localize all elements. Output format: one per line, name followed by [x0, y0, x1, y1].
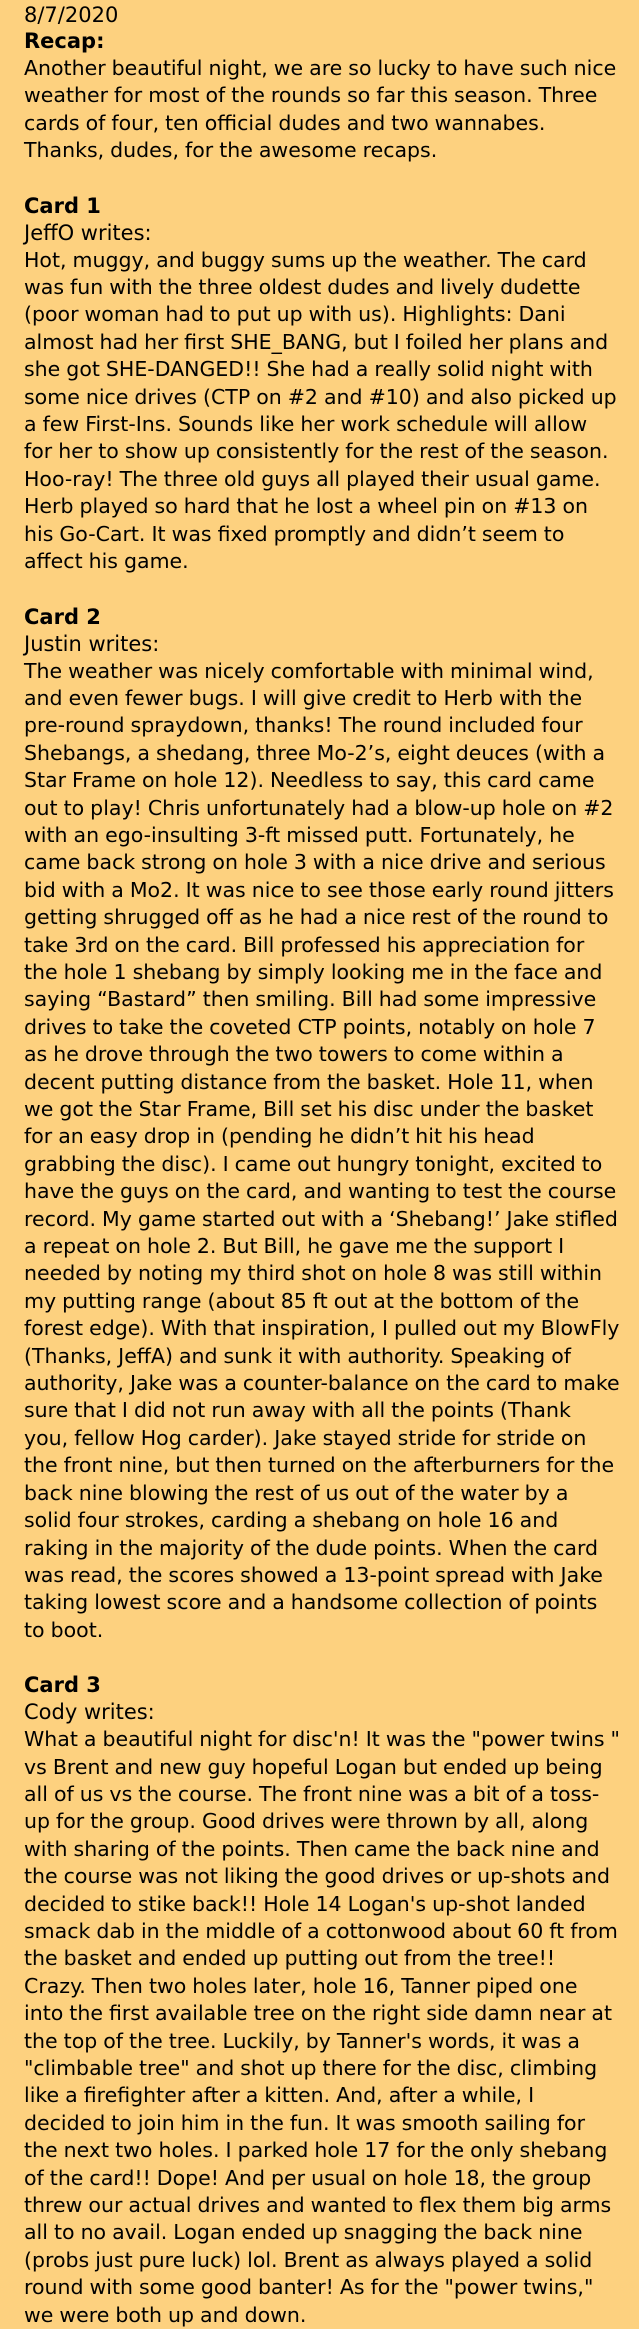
- card-1-writer: JeffO writes:: [24, 220, 152, 245]
- card-3-writer: Cody writes:: [24, 1700, 155, 1725]
- card-3-text: What a beautiful night for disc'n! It was the "power twins " vs Brent and new guy hopeful Logan but ended up being all of us vs the course. The front nine was a bit of a toss-up for the group. Good drives were thrown by all, along with sharing of the points. Then came the back nine and the course was not liking the good drives or up-shots and decided to stike back!! Hole 14 Logan's up-shot landed smack dab in the middle of a cottonwood about 60 ft from the basket and ended up putting out from the tree!! Crazy. Then two holes later, hole 16, Tanner piped one into the first available tree on the right side damn near at the top of the tree. Luckily, by Tanner's words, it was a "climbable tree" and shot up there for the disc, climbing like a firefighter after a kitten. And, after a while, I decided to join him in the fun. It was smooth sailing for the next two holes. I parked hole 17 for the only shebang of the card!! Dope! And per usual on hole 18, the group threw our actual drives and wanted to flex them big arms all to no avail. Logan ended up snagging the back nine (probs just pure luck) lol. Brent as always played a solid round with some good banter! As for the "power twins," we were both up and down.: [24, 1727, 620, 2327]
- card-2-section: [24, 604, 621, 1645]
- section-spacer: [24, 1644, 621, 1672]
- card-2-text: The weather was nicely comfortable with minimal wind, and even fewer bugs. I will give credit to Herb with the pre-round spraydown, thanks! The round included four Shebangs, a shedang, three Mo-2’s, eight deuces (with a Star Frame on hole 12). Needless to say, this card came out to play! Chris unfortunately had a blow-up hole on #2 with an ego-insulting 3-ft missed putt. Fortunately, he came back strong on hole 3 with a nice drive and serious bid with a Mo2. It was nice to see those early round jitters getting shrugged off as he had a nice rest of the round to take 3rd on the card. Bill professed his appreciation for the hole 1 shebang by simply looking me in the face and saying “Bastard” then smiling. Bill had some impressive drives to take the coveted CTP points, notably on hole 7 as he drove through the two towers to come within a decent putting distance from the basket. Hole 11, when we got the Star Frame, Bill set his disc under the basket for an easy drop in (pending he didn’t hit his head grabbing the disc). I came out hungry tonight, excited to have the guys on the card, and wanting to test the course record. My game started out with a ‘Shebang!’ Jake stifled a repeat on hole 2. But Bill, he gave me the support I needed by noting my third shot on hole 8 was still within my putting range (about 85 ft out at the bottom of the forest edge). With that inspiration, I pulled out my BlowFly (Thanks, JeffA) and sunk it with authority. Speaking of authority, Jake was a counter-balance on the card to make sure that I did not run away with all the points (Thank you, fellow Hog carder). Jake stayed stride for stride on the front nine, but then turned on the afterburners for the back nine blowing the rest of us out of the water by a solid four strokes, carding a shebang on hole 16 and raking in the majority of the dude points. When the card was read, the scores showed a 13-point spread with Jake taking lowest score and a handsome collection of points to boot.: [24, 658, 620, 1642]
- card-2-heading: Card 2: [24, 604, 101, 629]
- card-1-section: [24, 193, 621, 576]
- section-spacer: [24, 576, 621, 604]
- recap-text: Another beautiful night, we are so lucky to have such nice weather for most of the rounds so far this season. Three cards of four, ten official dudes and two wannabes. Thanks, dudes, for the awesome recaps.: [24, 56, 617, 163]
- recap-heading: Recap:: [24, 29, 105, 53]
- recap-date: 8/7/2020: [24, 3, 119, 27]
- section-spacer: [24, 165, 621, 193]
- card-1-text: Hot, muggy, and buggy sums up the weather. The card was fun with the three oldest dudes and lively dudette (poor woman had to put up with us). Highlights: Dani almost had her first SHE_BANG, but I foiled her plans and she got SHE-DANGED!! She had a really solid night with some nice drives (CTP on #2 and #10) and also picked up a few First-Ins. Sounds like her work schedule will allow for her to show up consistently for the rest of the season. Hoo-ray! The three old guys all played their usual game. Herb played so hard that he lost a wheel pin on #13 on his Go-Cart. It was fixed promptly and didn’t seem to affect his game.: [24, 247, 617, 574]
- card-3-heading: Card 3: [24, 1673, 101, 1698]
- card-2-writer: Justin writes:: [24, 631, 160, 656]
- recap-section: [24, 28, 621, 165]
- card-3-section: [24, 1672, 621, 2329]
- card-1-heading: Card 1: [24, 193, 101, 218]
